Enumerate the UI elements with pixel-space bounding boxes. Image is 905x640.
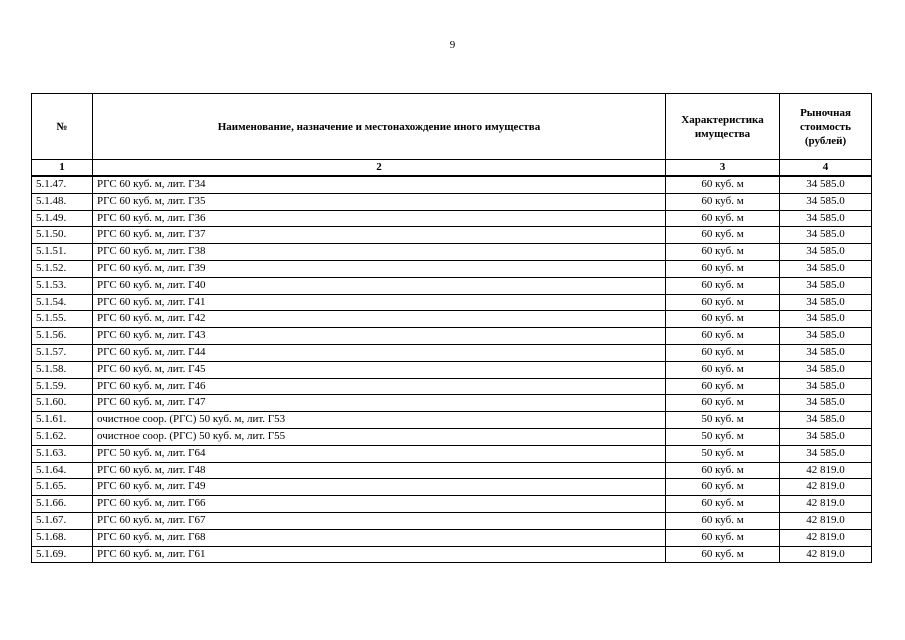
table-row (32, 244, 872, 261)
row-characteristic: 60 куб. м (666, 210, 780, 227)
table-header-row (32, 94, 872, 160)
row-name: РГС 60 куб. м, лит. Г34 (93, 176, 666, 193)
row-value: 34 585.0 (780, 344, 872, 361)
row-value: 34 585.0 (780, 395, 872, 412)
row-name: РГС 60 куб. м, лит. Г36 (93, 210, 666, 227)
page-number: 9 (449, 39, 456, 51)
table-row (32, 277, 872, 294)
row-characteristic: 50 куб. м (666, 445, 780, 462)
table-row (32, 479, 872, 496)
row-value: 42 819.0 (780, 529, 872, 546)
row-name: РГС 60 куб. м, лит. Г40 (93, 277, 666, 294)
row-characteristic: 60 куб. м (666, 546, 780, 563)
row-name: РГС 60 куб. м, лит. Г39 (93, 260, 666, 277)
row-characteristic: 60 куб. м (666, 294, 780, 311)
table-row (32, 210, 872, 227)
row-name: РГС 60 куб. м, лит. Г37 (93, 227, 666, 244)
row-characteristic: 60 куб. м (666, 244, 780, 261)
table-row (32, 529, 872, 546)
row-number: 5.1.51. (32, 244, 93, 261)
row-name: РГС 60 куб. м, лит. Г44 (93, 344, 666, 361)
row-number: 5.1.63. (32, 445, 93, 462)
table-row (32, 445, 872, 462)
table-row (32, 361, 872, 378)
row-name: РГС 60 куб. м, лит. Г66 (93, 496, 666, 513)
row-characteristic: 60 куб. м (666, 512, 780, 529)
row-characteristic: 60 куб. м (666, 462, 780, 479)
row-characteristic: 60 куб. м (666, 344, 780, 361)
table-row (32, 496, 872, 513)
row-characteristic: 60 куб. м (666, 395, 780, 412)
row-value: 42 819.0 (780, 496, 872, 513)
row-characteristic: 60 куб. м (666, 496, 780, 513)
row-number: 5.1.55. (32, 311, 93, 328)
row-number: 5.1.52. (32, 260, 93, 277)
table-row (32, 260, 872, 277)
row-value: 34 585.0 (780, 210, 872, 227)
row-characteristic: 60 куб. м (666, 479, 780, 496)
row-name: РГС 50 куб. м, лит. Г64 (93, 445, 666, 462)
table-row (32, 344, 872, 361)
row-name: РГС 60 куб. м, лит. Г43 (93, 328, 666, 345)
row-characteristic: 50 куб. м (666, 412, 780, 429)
row-number: 5.1.49. (32, 210, 93, 227)
row-number: 5.1.69. (32, 546, 93, 563)
row-name: РГС 60 куб. м, лит. Г46 (93, 378, 666, 395)
row-value: 34 585.0 (780, 412, 872, 429)
row-number: 5.1.54. (32, 294, 93, 311)
row-number: 5.1.67. (32, 512, 93, 529)
row-characteristic: 60 куб. м (666, 378, 780, 395)
row-value: 34 585.0 (780, 294, 872, 311)
row-name: РГС 60 куб. м, лит. Г47 (93, 395, 666, 412)
table-row (32, 512, 872, 529)
row-value: 42 819.0 (780, 462, 872, 479)
row-characteristic: 60 куб. м (666, 277, 780, 294)
row-value: 34 585.0 (780, 428, 872, 445)
table-row (32, 193, 872, 210)
row-name: очистное соор. (РГС) 50 куб. м, лит. Г53 (93, 412, 666, 429)
row-name: РГС 60 куб. м, лит. Г38 (93, 244, 666, 261)
header-characteristic: Характеристика имущества (666, 94, 780, 160)
row-value: 34 585.0 (780, 361, 872, 378)
row-value: 34 585.0 (780, 260, 872, 277)
column-number: 4 (780, 160, 872, 177)
row-characteristic: 60 куб. м (666, 361, 780, 378)
row-value: 34 585.0 (780, 378, 872, 395)
row-name: РГС 60 куб. м, лит. Г48 (93, 462, 666, 479)
row-value: 34 585.0 (780, 176, 872, 193)
table-row (32, 328, 872, 345)
table-row (32, 294, 872, 311)
row-number: 5.1.57. (32, 344, 93, 361)
row-number: 5.1.60. (32, 395, 93, 412)
row-name: РГС 60 куб. м, лит. Г68 (93, 529, 666, 546)
column-number: 3 (666, 160, 780, 177)
row-value: 34 585.0 (780, 244, 872, 261)
row-name: РГС 60 куб. м, лит. Г35 (93, 193, 666, 210)
header-number: № (32, 94, 93, 160)
header-name: Наименование, назначение и местонахождение иного имущества (93, 94, 666, 160)
row-number: 5.1.64. (32, 462, 93, 479)
row-value: 34 585.0 (780, 193, 872, 210)
table-row (32, 176, 872, 193)
row-name: РГС 60 куб. м, лит. Г41 (93, 294, 666, 311)
table-row (32, 311, 872, 328)
row-characteristic: 60 куб. м (666, 529, 780, 546)
row-number: 5.1.53. (32, 277, 93, 294)
row-characteristic: 60 куб. м (666, 311, 780, 328)
column-number: 2 (93, 160, 666, 177)
row-number: 5.1.61. (32, 412, 93, 429)
row-value: 34 585.0 (780, 311, 872, 328)
row-value: 42 819.0 (780, 546, 872, 563)
row-name: РГС 60 куб. м, лит. Г67 (93, 512, 666, 529)
row-number: 5.1.50. (32, 227, 93, 244)
row-number: 5.1.47. (32, 176, 93, 193)
row-name: РГС 60 куб. м, лит. Г61 (93, 546, 666, 563)
table-row (32, 378, 872, 395)
row-characteristic: 60 куб. м (666, 328, 780, 345)
row-number: 5.1.65. (32, 479, 93, 496)
row-value: 42 819.0 (780, 479, 872, 496)
table-row (32, 412, 872, 429)
property-table (31, 93, 872, 563)
table-body (32, 176, 872, 563)
row-name: очистное соор. (РГС) 50 куб. м, лит. Г55 (93, 428, 666, 445)
row-name: РГС 60 куб. м, лит. Г49 (93, 479, 666, 496)
row-characteristic: 60 куб. м (666, 227, 780, 244)
table-row (32, 428, 872, 445)
row-number: 5.1.48. (32, 193, 93, 210)
table-row (32, 227, 872, 244)
row-number: 5.1.66. (32, 496, 93, 513)
header-value: Рыночная стоимость (рублей) (780, 94, 872, 160)
column-numbers-row (32, 160, 872, 177)
row-name: РГС 60 куб. м, лит. Г45 (93, 361, 666, 378)
row-number: 5.1.62. (32, 428, 93, 445)
row-number: 5.1.56. (32, 328, 93, 345)
table-row (32, 462, 872, 479)
row-characteristic: 60 куб. м (666, 193, 780, 210)
row-value: 34 585.0 (780, 328, 872, 345)
table-row (32, 546, 872, 563)
row-value: 34 585.0 (780, 277, 872, 294)
table-row (32, 395, 872, 412)
row-characteristic: 60 куб. м (666, 260, 780, 277)
row-value: 42 819.0 (780, 512, 872, 529)
row-characteristic: 50 куб. м (666, 428, 780, 445)
row-characteristic: 60 куб. м (666, 176, 780, 193)
row-number: 5.1.58. (32, 361, 93, 378)
row-number: 5.1.59. (32, 378, 93, 395)
row-number: 5.1.68. (32, 529, 93, 546)
row-value: 34 585.0 (780, 227, 872, 244)
row-name: РГС 60 куб. м, лит. Г42 (93, 311, 666, 328)
column-number: 1 (32, 160, 93, 177)
row-value: 34 585.0 (780, 445, 872, 462)
